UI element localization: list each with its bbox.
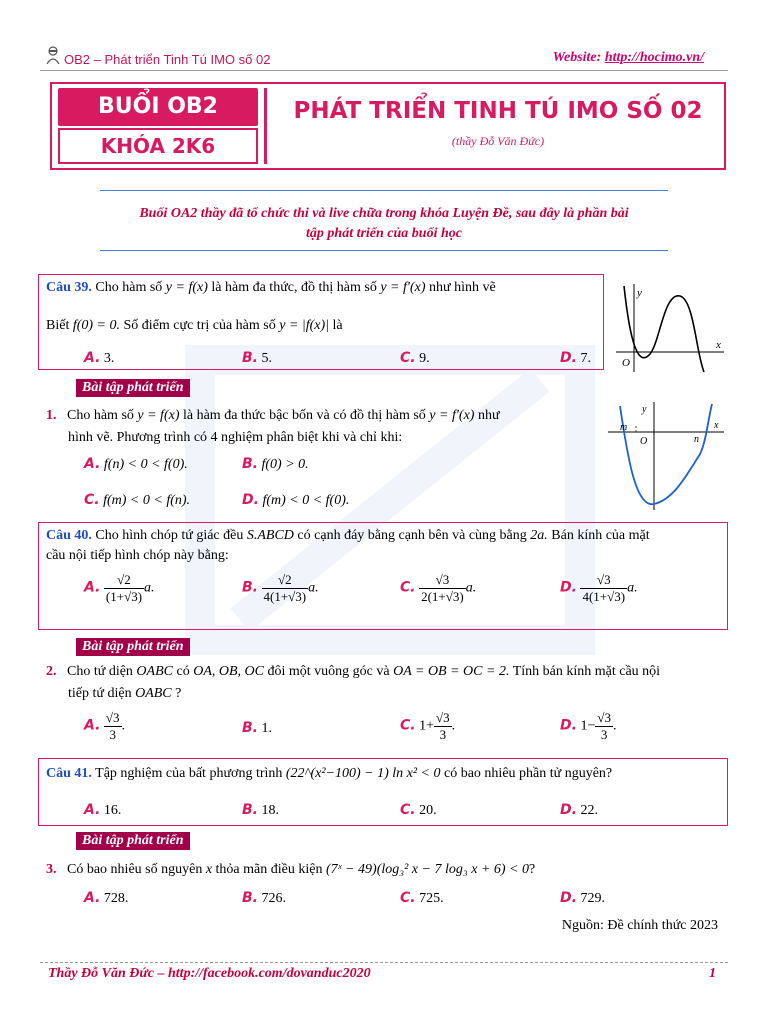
q40-text-c: Bán kính của mặt (551, 528, 650, 543)
intro-bottom-line (100, 250, 668, 251)
q40-text-b: có cạnh đáy bằng cạnh bên và cùng bằng (297, 528, 527, 543)
q39-math-d: y = |f(x)| (279, 318, 330, 333)
question-39-line-2 (46, 316, 606, 336)
q39-text-a: Cho hàm số (95, 280, 163, 295)
q41-option-d[interactable]: D. 22. (560, 802, 598, 818)
q41-option-b[interactable]: B. 18. (242, 802, 279, 818)
q40-option-c[interactable]: C. $\frac{√3}{2(1+√3)}$ a. (400, 572, 477, 604)
intro-line-2: tập phát triển của buổi học (306, 226, 462, 241)
session-badge: BUỔI OB2 (58, 88, 258, 126)
q39-text-c: như hình vẽ (429, 280, 496, 295)
q40-option-a[interactable]: A. $\frac{√2}{(1+√3)}$ a. (84, 572, 155, 604)
q39-line2-b: Số điểm cực trị của hàm số (123, 318, 276, 333)
intro-text (100, 204, 668, 244)
problem-3-line-1 (46, 860, 726, 880)
footer-divider (40, 962, 728, 963)
problem-1-line-2: hình vẽ. Phương trình có 4 nghiệm phân biệt khi và chỉ khi: (68, 430, 403, 445)
p3-text-a: Có bao nhiêu số nguyên (67, 862, 203, 877)
question-label: Câu 40. (46, 528, 92, 543)
p3-option-c[interactable]: C. 725. (400, 890, 444, 906)
graph-origin-label: O (640, 436, 648, 447)
problem-2-line-2 (68, 684, 181, 704)
p3-math-b: (7ˣ − 49)(log₃² x − 7 log₃ x + 6) < 0 (325, 862, 529, 877)
q39-option-a[interactable]: A. 3. (84, 350, 115, 366)
question-label: Câu 39. (46, 280, 92, 295)
q41-text-b: có bao nhiêu phần tử nguyên? (444, 766, 613, 781)
graph-x-label: x (716, 339, 721, 351)
problem-number: 2. (46, 664, 57, 679)
header-divider (40, 70, 728, 71)
q39-graph (612, 282, 728, 374)
p3-option-a[interactable]: A. 728. (84, 890, 129, 906)
q40-text-a: Cho hình chóp tứ giác đều (95, 528, 244, 543)
p3-text-c: ? (529, 862, 536, 877)
problem-number: 1. (46, 408, 57, 423)
q39-line2-a: Biết (46, 318, 70, 333)
p2-option-d[interactable]: D. 1− $\frac{√3}{3}$ . (560, 710, 617, 742)
header-title: OB2 – Phát triển Tinh Tú IMO số 02 (64, 52, 271, 67)
q39-math-b: y = f′(x) (380, 280, 426, 295)
q41-option-a[interactable]: A. 16. (84, 802, 122, 818)
q41-math-a: (22^(x²−100) − 1) ln x² < 0 (285, 766, 441, 781)
graph-x-label: x (714, 420, 719, 431)
p3-option-d[interactable]: D. 729. (560, 890, 605, 906)
q39-text-b: là hàm đa thức, đồ thị hàm số (211, 280, 377, 295)
q39-line2-c: là (332, 318, 343, 333)
p2-math-a: OABC (136, 664, 173, 679)
graph-n-label: n (694, 434, 699, 445)
intro-top-line (100, 190, 668, 191)
question-39-line-1 (46, 278, 606, 298)
p1-option-c[interactable]: C. f(m) < 0 < f(n). (84, 492, 191, 508)
p2-math-c: OA = OB = OC = 2. (393, 664, 510, 679)
problem-number: 3. (46, 862, 57, 877)
p2-option-a[interactable]: A. $\frac{√3}{3}$ . (84, 710, 126, 742)
p2-text-a: Cho tứ diện (67, 664, 133, 679)
course-badge: KHÓA 2K6 (58, 128, 258, 164)
problem-2-line-1 (46, 662, 726, 682)
intro-line-1: Buổi OA2 thầy đã tổ chức thi và live chữa trong khóa Luyện Đề, sau đây là phần bài (139, 206, 629, 221)
p2-option-c[interactable]: C. 1+ $\frac{√3}{3}$ . (400, 710, 456, 742)
q40-option-b[interactable]: B. $\frac{√2}{4(1+√3)}$ a. (242, 572, 319, 604)
p2-line2-a: tiếp tứ diện (68, 686, 132, 701)
graph-m-label: m (620, 422, 628, 433)
source-note: Nguồn: Đề chính thức 2023 (561, 918, 718, 933)
q40-math-a: S.ABCD (246, 528, 294, 543)
p2-line2-b: ? (175, 686, 182, 701)
p3-option-b[interactable]: B. 726. (242, 890, 286, 906)
title-banner (50, 82, 726, 170)
p1-text-c: như (477, 408, 500, 423)
p2-math-b: OA, OB, OC (193, 664, 264, 679)
q40-option-d[interactable]: D. $\frac{√3}{4(1+√3)}$ a. (560, 572, 638, 604)
page-number: 1 (709, 966, 716, 981)
p1-math-b: y = f′(x) (429, 408, 475, 423)
dev-label-3: Bài tập phát triển (76, 832, 190, 850)
q41-option-c[interactable]: C. 20. (400, 802, 437, 818)
banner-title: PHÁT TRIỂN TINH TÚ IMO SỐ 02 (293, 98, 703, 124)
q39-math-c: f(0) = 0. (72, 318, 121, 333)
p2-text-d: Tính bán kính mặt cầu nội (512, 664, 661, 679)
banner-separator (264, 88, 267, 164)
p1-option-a[interactable]: A. f(n) < 0 < f(0). (84, 456, 188, 472)
question-40-line-2: cầu nội tiếp hình chóp này bằng: (46, 548, 229, 563)
q39-option-b[interactable]: B. 5. (242, 350, 272, 366)
dev-label-1: Bài tập phát triển (76, 379, 190, 397)
banner-subtitle: (thầy Đỗ Văn Đức) (451, 134, 545, 148)
graph-y-label: y (642, 404, 647, 415)
problem-1-line-1 (46, 406, 594, 426)
p1-text-a: Cho hàm số (67, 408, 134, 423)
website-label: Website: (552, 50, 602, 65)
p2-option-b[interactable]: B. 1. (242, 720, 272, 736)
p1-option-d[interactable]: D. f(m) < 0 < f(0). (242, 492, 350, 508)
header-website (553, 50, 704, 66)
graph-origin-label: O (622, 357, 630, 369)
p2-math-d: OABC (135, 686, 172, 701)
p2-text-c: đôi một vuông góc và (267, 664, 390, 679)
q41-text-a: Tập nghiệm của bất phương trình (95, 766, 283, 781)
p2-text-b: có (176, 664, 190, 679)
q40-math-b: 2a. (530, 528, 548, 543)
dev-label-2: Bài tập phát triển (76, 638, 190, 656)
q39-math-a: y = f(x) (165, 280, 208, 295)
footer-author-link[interactable]: Thầy Đỗ Văn Đức – http://facebook.com/dovanduc2020 (48, 966, 371, 981)
graph-y-label: y (637, 287, 642, 299)
question-label: Câu 41. (46, 766, 92, 781)
header-avatar-icon (46, 46, 60, 64)
website-link[interactable]: http://hocimo.vn/ (604, 50, 704, 65)
p3-text-b: thỏa mãn điều kiện (215, 862, 323, 877)
p3-math-a: x (205, 862, 213, 877)
question-40-line-1 (46, 526, 722, 546)
q39-option-d[interactable]: D. 7. (560, 350, 591, 366)
q39-option-c[interactable]: C. 9. (400, 350, 430, 366)
p1-math-a: y = f(x) (137, 408, 180, 423)
p1-text-b: là hàm đa thức bậc bốn và có đồ thị hàm số (182, 408, 426, 423)
p1-graph (606, 400, 726, 512)
question-41-line-1 (46, 764, 722, 784)
p1-option-b[interactable]: B. f(0) > 0. (242, 456, 309, 472)
